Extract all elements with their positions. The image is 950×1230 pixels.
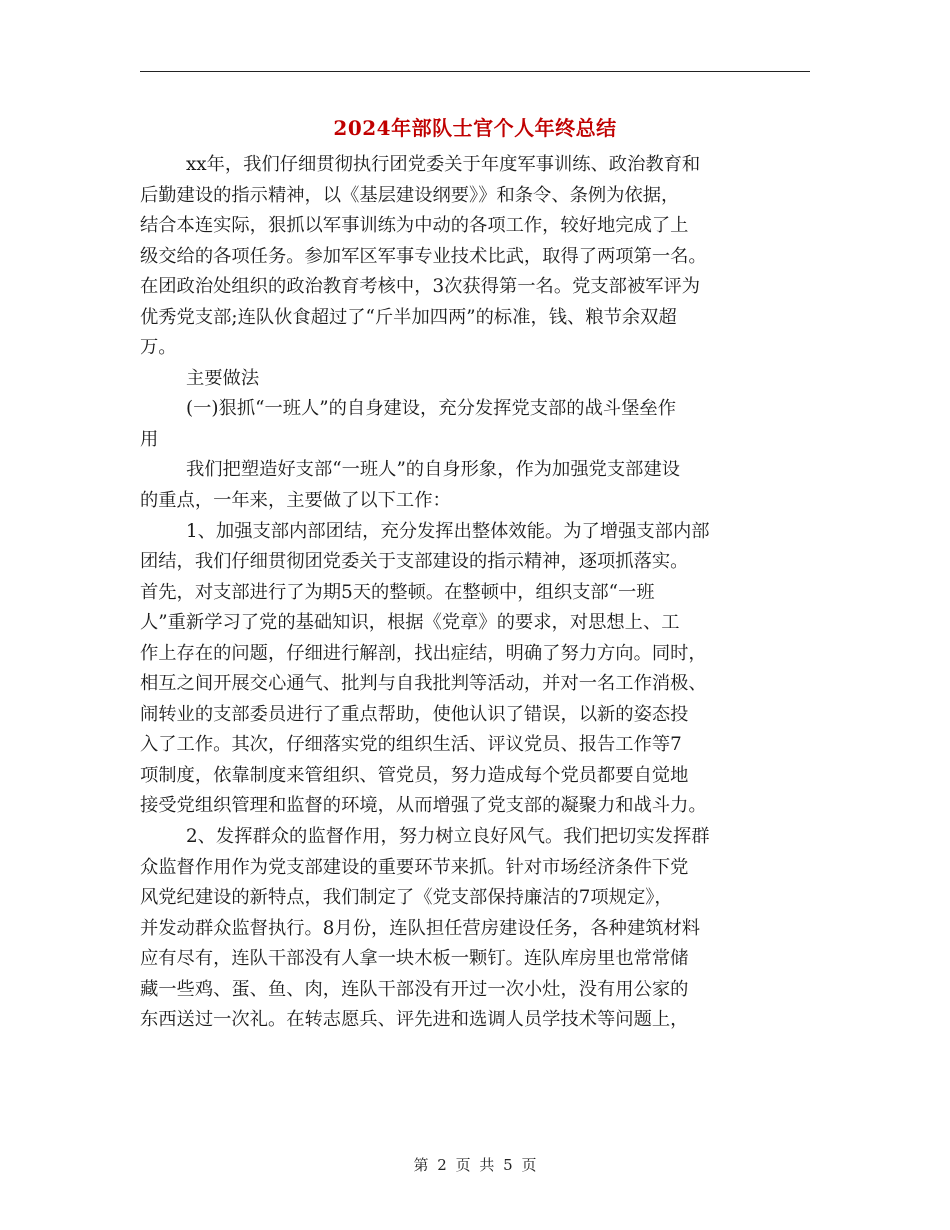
body-line: 接受党组织管理和监督的环境，从而增强了党支部的凝聚力和战斗力。 — [140, 795, 707, 817]
body-line: 后勤建设的指示精神，以《基层建设纲要》》和条令、条例为依据， — [140, 184, 680, 206]
body-line: 人”重新学习了党的基础知识，根据《党章》的要求，对思想上、工 — [140, 612, 680, 634]
body-line: (一)狠抓“一班人”的自身建设，充分发挥党支部的战斗堡垒作 — [186, 398, 676, 420]
body-line: 首先，对支部进行了为期5天的整顿。在整顿中，组织支部“一班 — [140, 581, 655, 603]
body-line: 用 — [140, 428, 159, 450]
body-line: 入了工作。其次，仔细落实党的组织生活、评议党员、报告工作等7 — [140, 734, 682, 756]
header-rule — [140, 71, 810, 72]
body-line: 的重点，一年来，主要做了以下工作： — [140, 490, 451, 512]
body-line: 级交给的各项任务。参加军区军事专业技术比武，取得了两项第一名。 — [140, 245, 707, 267]
document-title: 2024年部队士官个人年终总结 — [333, 116, 617, 140]
body-line: 优秀党支部;连队伙食超过了“斤半加四两”的标准，钱、粮节余双超 — [140, 306, 677, 328]
body-line: 我们把塑造好支部“一班人”的自身形象，作为加强党支部建设 — [186, 459, 681, 481]
body-line: 主要做法 — [186, 367, 260, 389]
body-line: 1、加强支部内部团结，充分发挥出整体效能。为了增强支部内部 — [186, 520, 710, 542]
body-line: 万。 — [140, 337, 177, 359]
body-line: 项制度，依靠制度来管组织、管党员，努力造成每个党员都要自觉地 — [140, 764, 689, 786]
body-line: 相互之间开展交心通气、批判与自我批判等活动，并对一名工作消极、 — [140, 673, 707, 695]
document-body — [140, 150, 810, 1036]
body-line: 东西送过一次礼。在转志愿兵、评先进和选调人员学技术等问题上， — [140, 1009, 689, 1031]
body-line: 并发动群众监督执行。8月份，连队担任营房建设任务，各种建筑材料 — [140, 917, 701, 939]
body-line: 团结，我们仔细贯彻团党委关于支部建设的指示精神，逐项抓落实。 — [140, 551, 689, 573]
body-line: 风党纪建设的新特点，我们制定了《党支部保持廉洁的7项规定》， — [140, 887, 673, 909]
body-line: 应有尽有，连队干部没有人拿一块木板一颗钉。连队库房里也常常储 — [140, 948, 689, 970]
body-line: 闹转业的支部委员进行了重点帮助，使他认识了错误，以新的姿态投 — [140, 703, 689, 725]
body-line: 2、发挥群众的监督作用，努力树立良好风气。我们把切实发挥群 — [186, 826, 710, 848]
body-line: 藏一些鸡、蛋、鱼、肉，连队干部没有开过一次小灶，没有用公家的 — [140, 978, 689, 1000]
page-footer: 第 2 页 共 5 页 — [413, 1156, 537, 1174]
body-line: 作上存在的问题，仔细进行解剖，找出症结，明确了努力方向。同时， — [140, 642, 707, 664]
body-line: xx年，我们仔细贯彻执行团党委关于年度军事训练、政治教育和 — [186, 154, 701, 175]
body-line: 众监督作用作为党支部建设的重要环节来抓。针对市场经济条件下党 — [140, 856, 689, 878]
body-line: 结合本连实际，狠抓以军事训练为中动的各项工作，较好地完成了上 — [140, 215, 689, 237]
body-line: 在团政治处组织的政治教育考核中，3次获得第一名。党支部被军评为 — [140, 276, 701, 298]
